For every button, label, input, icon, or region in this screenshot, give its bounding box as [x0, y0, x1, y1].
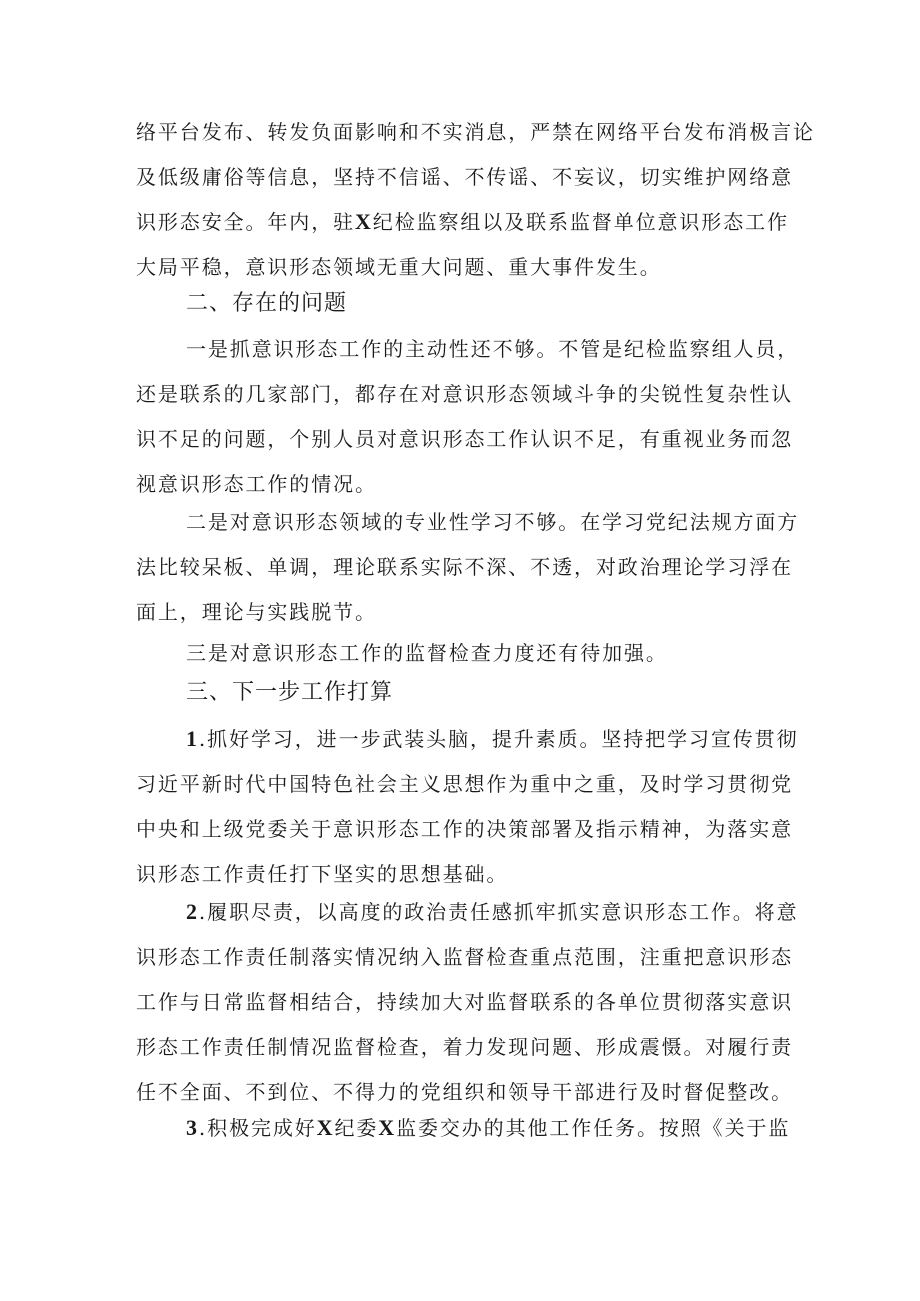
text-line [136, 210, 789, 234]
text-line: 二是对意识形态领域的专业性学习不够。在学习党纪法规方面方 [186, 510, 800, 534]
text-segment: .积极完成好 [198, 1116, 317, 1140]
text-line: 还是联系的几家部门，都存在对意识形态领域斗争的尖锐性复杂性认 [136, 382, 793, 406]
placeholder-x: X [378, 1115, 397, 1140]
text-line [186, 900, 798, 924]
text-line: 大局平稳，意识形态领域无重大问题、重大事件发生。 [136, 255, 662, 279]
section-heading-problems: 二、存在的问题 [186, 291, 348, 316]
item-number: 3 [186, 1115, 199, 1140]
text-line: 视意识形态工作的情况。 [136, 472, 377, 496]
text-line: 面上，理论与实践脱节。 [136, 600, 377, 624]
text-segment: .履职尽责，以高度的政治责任感抓牢抓实意识形态工作。将意 [198, 900, 799, 924]
text-segment: 识形态安全。年内，驻 [136, 210, 355, 234]
text-line: 习近平新时代中国特色社会主义思想作为重中之重，及时学习贯彻党 [136, 772, 793, 796]
text-line: 中央和上级党委关于意识形态工作的决策部署及指示精神，为落实意 [136, 817, 793, 841]
text-line: 络平台发布、转发负面影响和不实消息，严禁在网络平台发布消极言论 [136, 120, 815, 144]
text-line: 三是对意识形态工作的监督检查力度还有待加强。 [186, 641, 668, 665]
text-segment: 监委交办的其他工作任务。按照《关于监 [396, 1116, 791, 1140]
item-number: 1 [186, 726, 199, 751]
text-line: 识不足的问题，个别人员对意识形态工作认识不足，有重视业务而忽 [136, 427, 793, 451]
text-line: 一是抓意识形态工作的主动性还不够。不管是纪检监察组人员， [186, 337, 800, 361]
text-line: 任不全面、不到位、不得力的党组织和领导干部进行及时督促整改。 [136, 1080, 793, 1104]
item-number: 2 [186, 899, 199, 924]
text-line: 及低级庸俗等信息，坚持不信谣、不传谣、不妄议，切实维护网络意 [136, 165, 793, 189]
text-segment: 纪委 [334, 1116, 379, 1140]
text-line: 识形态工作责任打下坚实的思想基础。 [136, 862, 509, 886]
text-segment: .抓好学习，进一步武装头脑，提升素质。坚持把学习宣传贯彻 [198, 727, 799, 751]
text-line [186, 727, 798, 751]
placeholder-x: X [316, 1115, 335, 1140]
section-heading-next-steps: 三、下一步工作打算 [186, 680, 394, 705]
text-line: 工作与日常监督相结合，持续加大对监督联系的各单位贯彻落实意识 [136, 990, 793, 1014]
text-line: 法比较呆板、单调，理论联系实际不深、不透，对政治理论学习浮在 [136, 555, 793, 579]
text-line [186, 1116, 790, 1140]
text-segment: 纪检监察组以及联系监督单位意识形态工作 [372, 210, 789, 234]
text-line: 形态工作责任制情况监督检查，着力发现问题、形成震慑。对履行责 [136, 1035, 793, 1059]
text-line: 识形态工作责任制落实情况纳入监督检查重点范围，注重把意识形态 [136, 945, 793, 969]
placeholder-x: X [355, 209, 373, 234]
